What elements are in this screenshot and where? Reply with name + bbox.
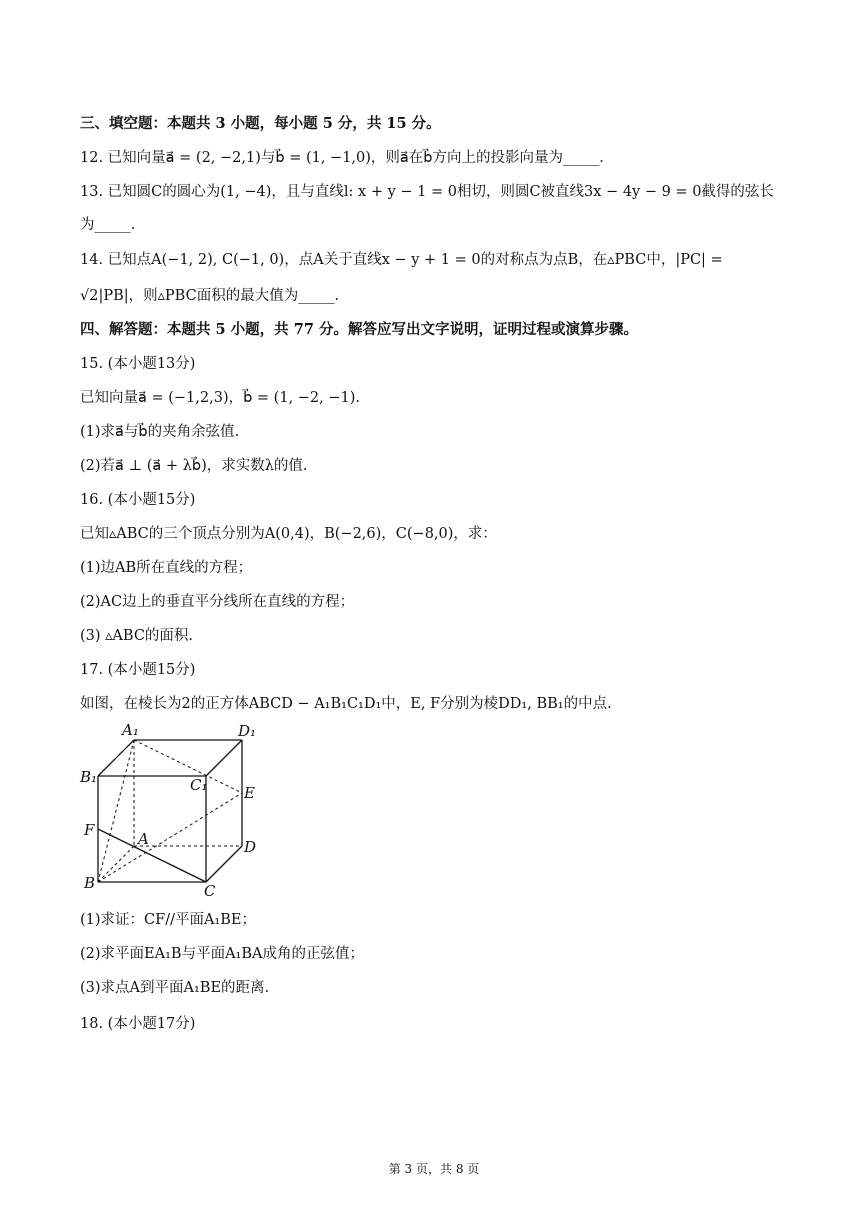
question-12: 12. 已知向量a⃗ = (2, −2,1)与b⃗ = (1, −1,0)，则a⃗在b⃗方向上的投影向量为_____.	[80, 150, 604, 166]
label-a1: A₁	[122, 721, 139, 739]
label-d1: D₁	[238, 722, 257, 740]
segment-b-e	[98, 793, 242, 882]
edge-a-b	[98, 846, 134, 882]
question-16-part-3: (3) ▵ABC的面积.	[80, 628, 194, 644]
label-e: E	[244, 784, 255, 802]
segment-c-f	[98, 829, 206, 882]
question-17-part-2: (2)求平面EA₁B与平面A₁BA成角的正弦值；	[80, 946, 364, 962]
question-17-heading: 17. (本小题15分)	[80, 662, 196, 678]
label-c: C	[204, 882, 216, 900]
question-16-part-1: (1)边AB所在直线的方程；	[80, 560, 253, 576]
label-b: B	[84, 874, 96, 892]
question-13-line-1: 13. 已知圆C的圆心为(1, −4)，且与直线l: x + y − 1 = 0相切，则圆C被直线3x − 4y − 9 = 0截得的弦长	[80, 184, 774, 200]
section-4-title: 四、解答题：本题共 5 小题，共 77 分。解答应写出文字说明，证明过程或演算步骤。	[80, 321, 638, 338]
question-14-line-1: 14. 已知点A(−1, 2), C(−1, 0)，点A关于直线x − y + 1 = 0的对称点为点B，在▵PBC中，|PC| =	[80, 252, 723, 268]
question-15-part-1: (1)求a⃗与b⃗的夹角余弦值.	[80, 424, 240, 440]
question-15-heading: 15. (本小题13分)	[80, 356, 196, 372]
cube-figure	[78, 718, 278, 907]
label-a: A	[138, 830, 149, 848]
question-17-stem: 如图，在棱长为2的正方体ABCD − A₁B₁C₁D₁中，E, F分别为棱DD₁, BB₁的中点.	[80, 696, 612, 712]
question-17-part-3: (3)求点A到平面A₁BE的距离.	[80, 980, 270, 996]
question-14-line-2: √2|PB|，则▵PBC面积的最大值为_____.	[80, 288, 340, 304]
label-f: F	[84, 821, 95, 839]
label-c1: C₁	[190, 776, 208, 794]
page-footer: 第 3 页，共 8 页	[388, 1162, 480, 1176]
segment-a1-b	[98, 740, 134, 882]
question-16-part-2: (2)AC边上的垂直平分线所在直线的方程；	[80, 594, 355, 610]
edge-d-c	[206, 846, 242, 882]
edge-d1-c1	[206, 740, 242, 776]
question-16-heading: 16. (本小题15分)	[80, 492, 196, 508]
question-18-heading: 18. (本小题17分)	[80, 1016, 196, 1032]
edge-b1-a1	[98, 740, 134, 776]
label-d: D	[244, 838, 257, 856]
question-16-stem: 已知▵ABC的三个顶点分别为A(0,4)，B(−2,6)，C(−8,0)，求：	[80, 526, 497, 542]
question-17-part-1: (1)求证：CF//平面A₁BE；	[80, 912, 256, 928]
question-15-stem: 已知向量a⃗ = (−1,2,3)，b⃗ = (1, −2, −1).	[80, 390, 361, 406]
label-b1: B₁	[80, 768, 98, 786]
question-15-part-2: (2)若a⃗ ⊥ (a⃗ + λb⃗)，求实数λ的值.	[80, 458, 308, 474]
section-3-title: 三、填空题：本题共 3 小题，每小题 5 分，共 15 分。	[80, 115, 441, 132]
question-13-line-2: 为_____.	[80, 217, 136, 233]
segment-a1-e	[134, 740, 242, 793]
